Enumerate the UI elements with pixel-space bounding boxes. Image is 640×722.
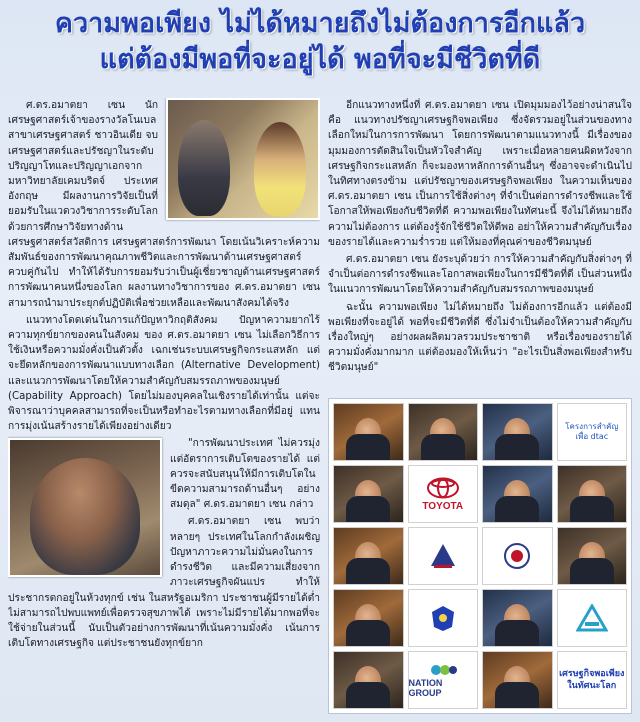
photo-person-left [178, 120, 230, 216]
series-title-line-2: ในทัศนะโลก [567, 681, 617, 691]
nation-logo [408, 651, 479, 709]
grid-photo [408, 403, 479, 461]
grid-photo [482, 651, 553, 709]
grid-photo [482, 403, 553, 461]
nation-logo-icon [428, 662, 458, 678]
crest-logo [408, 589, 479, 647]
grid-photo [333, 465, 404, 523]
series-title-line-1: เศรษฐกิจพอเพียง [559, 669, 625, 679]
photo-person-right [254, 122, 306, 216]
headline-line-1: ความพอเพียง ไม่ได้หมายถึงไม่ต้องการอีกแล้ว [54, 8, 586, 39]
grid-photo [557, 527, 628, 585]
toyota-emblem-icon [426, 477, 460, 499]
triangle-logo [557, 589, 628, 647]
seal-logo [482, 527, 553, 585]
left-paragraph-2: แนวทางโดดเด่นในการแก้ปัญหาวิกฤติสังคม ปัญหาความยากไร้ ความทุกข์ยากของคนในสังคม ของ ศ.ดร.อมาตยา เซน ไม่เลือกวิธีการใช้เงินหรือความมั่งคั่งเป็นตัวตั้ง เฉกเช่นระบบเศรษฐกิจกระแสหลัก แต่จะยึดหลักของการพัฒนาแบบทางเลือก (Alternative Development) และแนวการพัฒนาโดยให้ความสำคัญกับสมรรถภาพของมนุษย์ (Capability Approach) โดยไม่มองบุคคลในเชิงรายได้เท่านั้น แต่จะพิจารณาว่าบุคคลสามารถที่จะเป็นหรือทำอะไรตามทางเลือกที่มีอยู่ แทนการมุ่งเน้นสร้างรายได้เพียงอย่างเดียว [8, 314, 320, 433]
left-paragraph-4: ศ.ดร.อมาตยา เซน พบว่า หลายๆ ประเทศในโลกกำลังเผชิญปัญหาภาวะความไม่มั่นคงในการดำรงชีวิต และมีความเสี่ยงจากภาวะเศรษฐกิจผันแปร ทำให้ประชากรตกอยู่ในห้วงทุกข์ เช่น ในสหรัฐอเมริกา ประชาชนผู้มีรายได้ต่ำ ไม่สามารถไปพบแพทย์เพื่อตรวจสุขภาพได้ เพราะไม่มีรายได้มากพอที่จะใช้จ่ายในส่วนนี้ นับเป็นตัวอย่างการพัฒนาที่เน้นความมั่งคั่ง เน้นการเติบโตทางเศรษฐกิจ แต่ประชาชนยังทุกข์ยาก [8, 516, 320, 650]
right-column [328, 98, 632, 396]
triangle-logo-icon [576, 604, 608, 632]
right-paragraph-2: ศ.ดร.อมาตยา เซน ยังระบุด้วยว่า การให้ความสำคัญกับสิ่งต่างๆ ที่จำเป็นต่อการดำรงชีพและโอกาสพอเพียงในการมีชีวิตที่ดี เป็นส่วนหนึ่งในแนวการพัฒนาโดยให้ความสำคัญกับสมรรถภาพของมนุษย์ [328, 254, 632, 296]
grid-photo [333, 589, 404, 647]
grid-photo [333, 527, 404, 585]
toyota-logo-text: TOYOTA [422, 500, 464, 512]
grid-photo [482, 589, 553, 647]
left-paragraph-1: ศ.ดร.อมาตยา เซน นักเศรษฐศาสตร์เจ้าของรางวัลโนเบล สาขาเศรษฐศาสตร์ ชาวอินเดีย จบเศรษฐศาสตร์และปรัชญาในระดับปริญญาโทและปริญญาเอกจากมหาวิทยาลัยเคมบริดจ์ ประเทศอังกฤษ มีผลงานการวิจัยเป็นที่ยอมรับในแวดวงวิชาการระดับโลก ด้วยการศึกษาวิจัยทางด้านเศรษฐศาสตร์สวัสดิการ เศรษฐศาสตร์การพัฒนา โดยเน้นวิเคราะห์ความสัมพันธ์ของการพัฒนาคุณภาพชีวิตและการพัฒนาด้านเศรษฐศาสตร์ควบคู่กันไป ทำให้ได้รับการยอมรับว่าเป็นผู้เชี่ยวชาญด้านเศรษฐศาสตร์การพัฒนาคนหนึ่งของโลก ผลงานทางวิชาการของ ศ.ดร.อมาตยา เซน สามารถนำมาประยุกต์ปฏิบัติเพื่อช่วยเหลือและพัฒนาสังคมได้จริง [8, 100, 320, 309]
grid-photo [333, 403, 404, 461]
emblem-logo [408, 527, 479, 585]
photo-interview [166, 98, 320, 220]
left-column [8, 98, 320, 716]
photo-portrait [8, 438, 162, 577]
headline-line-2: แต่ต้องมีพอที่จะอยู่ได้ พอที่จะมีชีวิตที่ดี [99, 44, 541, 75]
emblem-icon [428, 541, 458, 571]
headline [0, 6, 640, 78]
right-paragraph-1: อีกแนวทางหนึ่งที่ ศ.ดร.อมาตยา เซน เปิดมุมมองไว้อย่างน่าสนใจ คือ แนวทางปรัชญาเศรษฐกิจพอเพียง ซึ่งจัดรวมอยู่ในส่วนของทางเลือกใหม่ในการการพัฒนา โดยการพัฒนาตามแนวทางนี้ มีเรื่องของมุมมองการตัดสินใจเป็นหัวใจสำคัญ เพราะเมื่อหลายคนผิดหวังจากเศรษฐกิจกระแสหลัก ก็จะมองหาหลักการด้านอื่นๆ ซึ่งอาจจะดำเนินไปในทิศทางตรงข้าม แต่ปรัชญาของเศรษฐกิจพอเพียง ในความเห็นของ ศ.ดร.อมาตยา เซน เป็นการใช้สิ่งต่างๆ ที่จำเป็นต่อการดำรงชีพและใช้โอกาสให้พอเพียงกับชีวิตที่ดี ความพอเพียงในทัศนะนี้ จึงไม่ได้หมายถึง ความไม่ต้องการ แต่ต้องรู้จักใช้ชีวิตให้ดีพอ อย่าให้ความสำคัญกับเรื่องของรายได้และความร่ำรวย แต่ให้มองที่คุณค่าของชีวิตมนุษย์ [328, 100, 632, 248]
nation-logo-text: NATION GROUP [408, 678, 443, 698]
toyota-logo [408, 465, 479, 523]
left-paragraph-3: "การพัฒนาประเทศ ไม่ควรมุ่งแต่อัตราการเติบโตของรายได้ แต่ควรจะสนับสนุนให้มีการเติบโตในขีดความสามารถด้านอื่นๆ อย่างสมดุล" ศ.ดร.อมาตยา เซน กล่าว [170, 438, 320, 511]
dtac-logo-sub: เพื่อ dtac [575, 432, 609, 441]
grid-photo [333, 651, 404, 709]
portrait-person [30, 458, 140, 575]
dtac-logo [557, 403, 628, 461]
right-paragraph-3: ฉะนั้น ความพอเพียง ไม่ได้หมายถึง ไม่ต้องการอีกแล้ว แต่ต้องมีพอเพียงที่จะอยู่ได้ พอที่จะมีชีวิตที่ดี ซึ่งไม่จำเป็นต้องให้ความสำคัญกับเรื่องใหญ่ๆ อย่างผลผลิตมวลรวมประชาชาติ หรือเรื่องของรายได้ ความมั่งคั่งมากมาก แต่ต้องมองให้เห็นว่า "อะไรเป็นสิ่งพอเพียงสำหรับชีวิตมนุษย์" [328, 301, 632, 374]
grid-photo [482, 465, 553, 523]
series-title-card [557, 651, 628, 709]
seal-icon [502, 541, 532, 571]
photo-grid [328, 398, 632, 714]
dtac-logo-text: โครงการสำคัญ [565, 422, 619, 431]
grid-photo [557, 465, 628, 523]
crest-icon [428, 603, 458, 633]
